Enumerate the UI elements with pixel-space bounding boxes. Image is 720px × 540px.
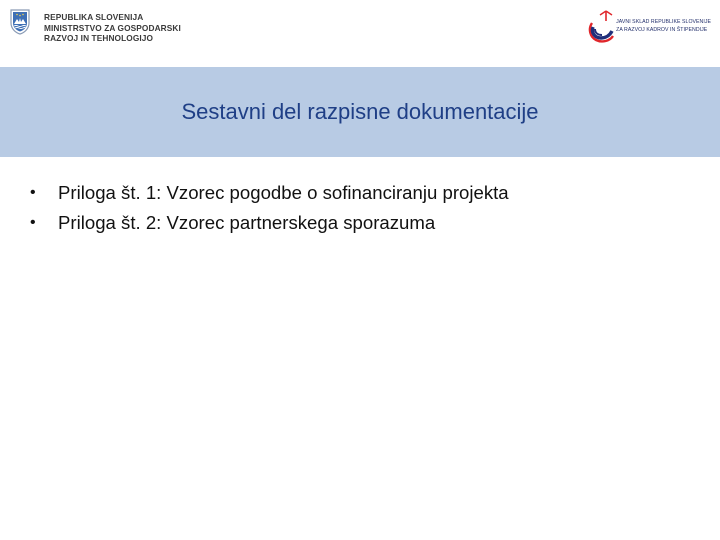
bullet-text: Priloga št. 2: Vzorec partnerskega sporazuma: [58, 212, 436, 233]
agency-line-2: ZA RAZVOJ KADROV IN ŠTIPENDIJE: [616, 27, 708, 33]
header-bar: [0, 0, 720, 66]
agency-line-1: JAVNI SKLAD REPUBLIKE SLOVENIJE: [616, 19, 711, 25]
agency-name: [616, 18, 711, 34]
ministry-logo: [10, 9, 181, 44]
bullet-list: [30, 178, 509, 238]
ministry-line-2: MINISTRSTVO ZA GOSPODARSKI: [44, 22, 181, 33]
agency-swirl-logo-icon: [586, 9, 614, 45]
agency-logo: [586, 9, 711, 45]
bullet-marker: •: [30, 214, 36, 231]
list-item: [30, 208, 509, 238]
ministry-name: [44, 12, 181, 44]
slovenia-coat-of-arms-icon: [10, 9, 30, 35]
list-item: [30, 178, 509, 208]
slide-title-band: [0, 67, 720, 157]
bullet-marker: •: [30, 184, 36, 201]
slide-title: Sestavni del razpisne dokumentacije: [181, 99, 539, 124]
ministry-line-1: REPUBLIKA SLOVENIJA: [44, 12, 144, 22]
ministry-line-3: RAZVOJ IN TEHNOLOGIJO: [44, 33, 154, 43]
bullet-text: Priloga št. 1: Vzorec pogodbe o sofinanciranju projekta: [58, 182, 509, 203]
